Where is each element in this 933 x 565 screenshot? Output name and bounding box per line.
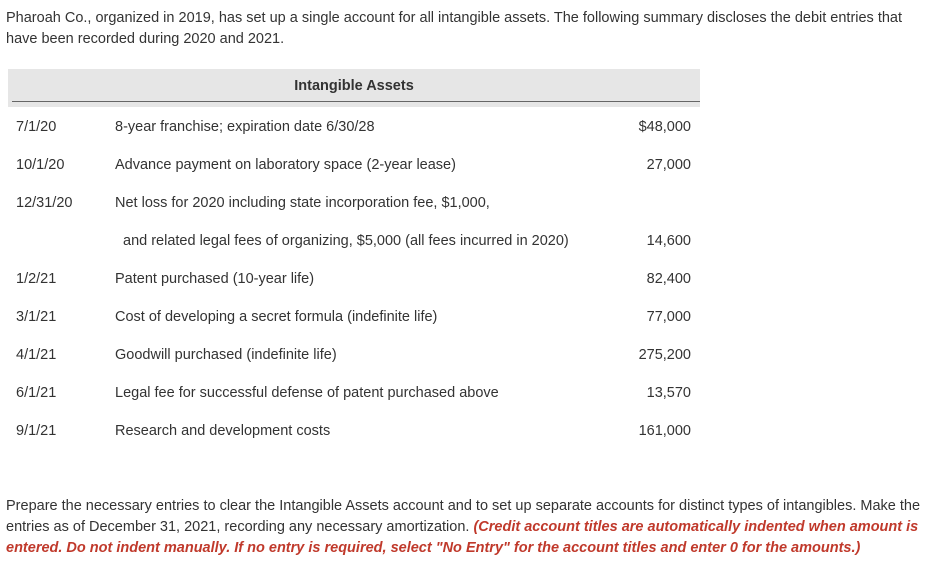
table-row [0, 269, 933, 289]
row-amount: 27,000 [646, 157, 691, 173]
row-date: 9/1/21 [16, 423, 57, 439]
row-amount: 161,000 [638, 423, 691, 439]
problem-intro: Pharoah Co., organized in 2019, has set up a single account for all intangible assets. The following summary discloses the debit entries that have been recorded during 2020 and 2021. [6, 10, 903, 47]
instructions-note: (Credit account titles are automatically indented when amount is entered. Do not indent manually. If no entry is required, select "No Entry" for the account titles and enter 0 for the amounts.) [6, 519, 919, 556]
table-row [0, 421, 933, 441]
row-amount: 275,200 [638, 347, 691, 363]
instructions [6, 496, 931, 559]
row-date: 6/1/21 [16, 385, 57, 401]
row-date: 7/1/20 [16, 119, 57, 135]
row-description: Goodwill purchased (indefinite life) [115, 347, 337, 363]
table-header-rule [12, 101, 700, 102]
row-amount: $48,000 [638, 119, 691, 135]
row-date: 1/2/21 [16, 271, 57, 287]
table-row [0, 155, 933, 175]
row-description: Net loss for 2020 including state incorporation fee, $1,000, [115, 195, 490, 211]
row-description: Legal fee for successful defense of patent purchased above [115, 385, 499, 401]
row-amount: 14,600 [646, 233, 691, 249]
row-date: 10/1/20 [16, 157, 65, 173]
table-row [0, 193, 933, 213]
table-row [0, 383, 933, 403]
row-description: Advance payment on laboratory space (2-year lease) [115, 157, 456, 173]
row-description: Research and development costs [115, 423, 331, 439]
row-amount: 82,400 [646, 271, 691, 287]
row-description: Cost of developing a secret formula (indefinite life) [115, 309, 438, 325]
row-amount: 13,570 [646, 385, 691, 401]
table-row [0, 117, 933, 137]
row-date: 3/1/21 [16, 309, 57, 325]
row-date: 4/1/21 [16, 347, 57, 363]
table-row [0, 307, 933, 327]
row-description: Patent purchased (10-year life) [115, 271, 315, 287]
table-header [8, 69, 700, 107]
instructions-text: Prepare the necessary entries to clear the Intangible Assets account and to set up separate accounts for distinct types of intangibles. Make the entries as of December 31, 2021, recording any necessary amortization. [6, 498, 921, 535]
row-description: and related legal fees of organizing, $5,000 (all fees incurred in 2020) [123, 233, 569, 249]
table-row [0, 345, 933, 365]
row-description: 8-year franchise; expiration date 6/30/28 [115, 119, 375, 135]
table-title: Intangible Assets [294, 78, 414, 94]
row-date: 12/31/20 [16, 195, 73, 211]
row-amount: 77,000 [646, 309, 691, 325]
table-row [0, 231, 933, 251]
